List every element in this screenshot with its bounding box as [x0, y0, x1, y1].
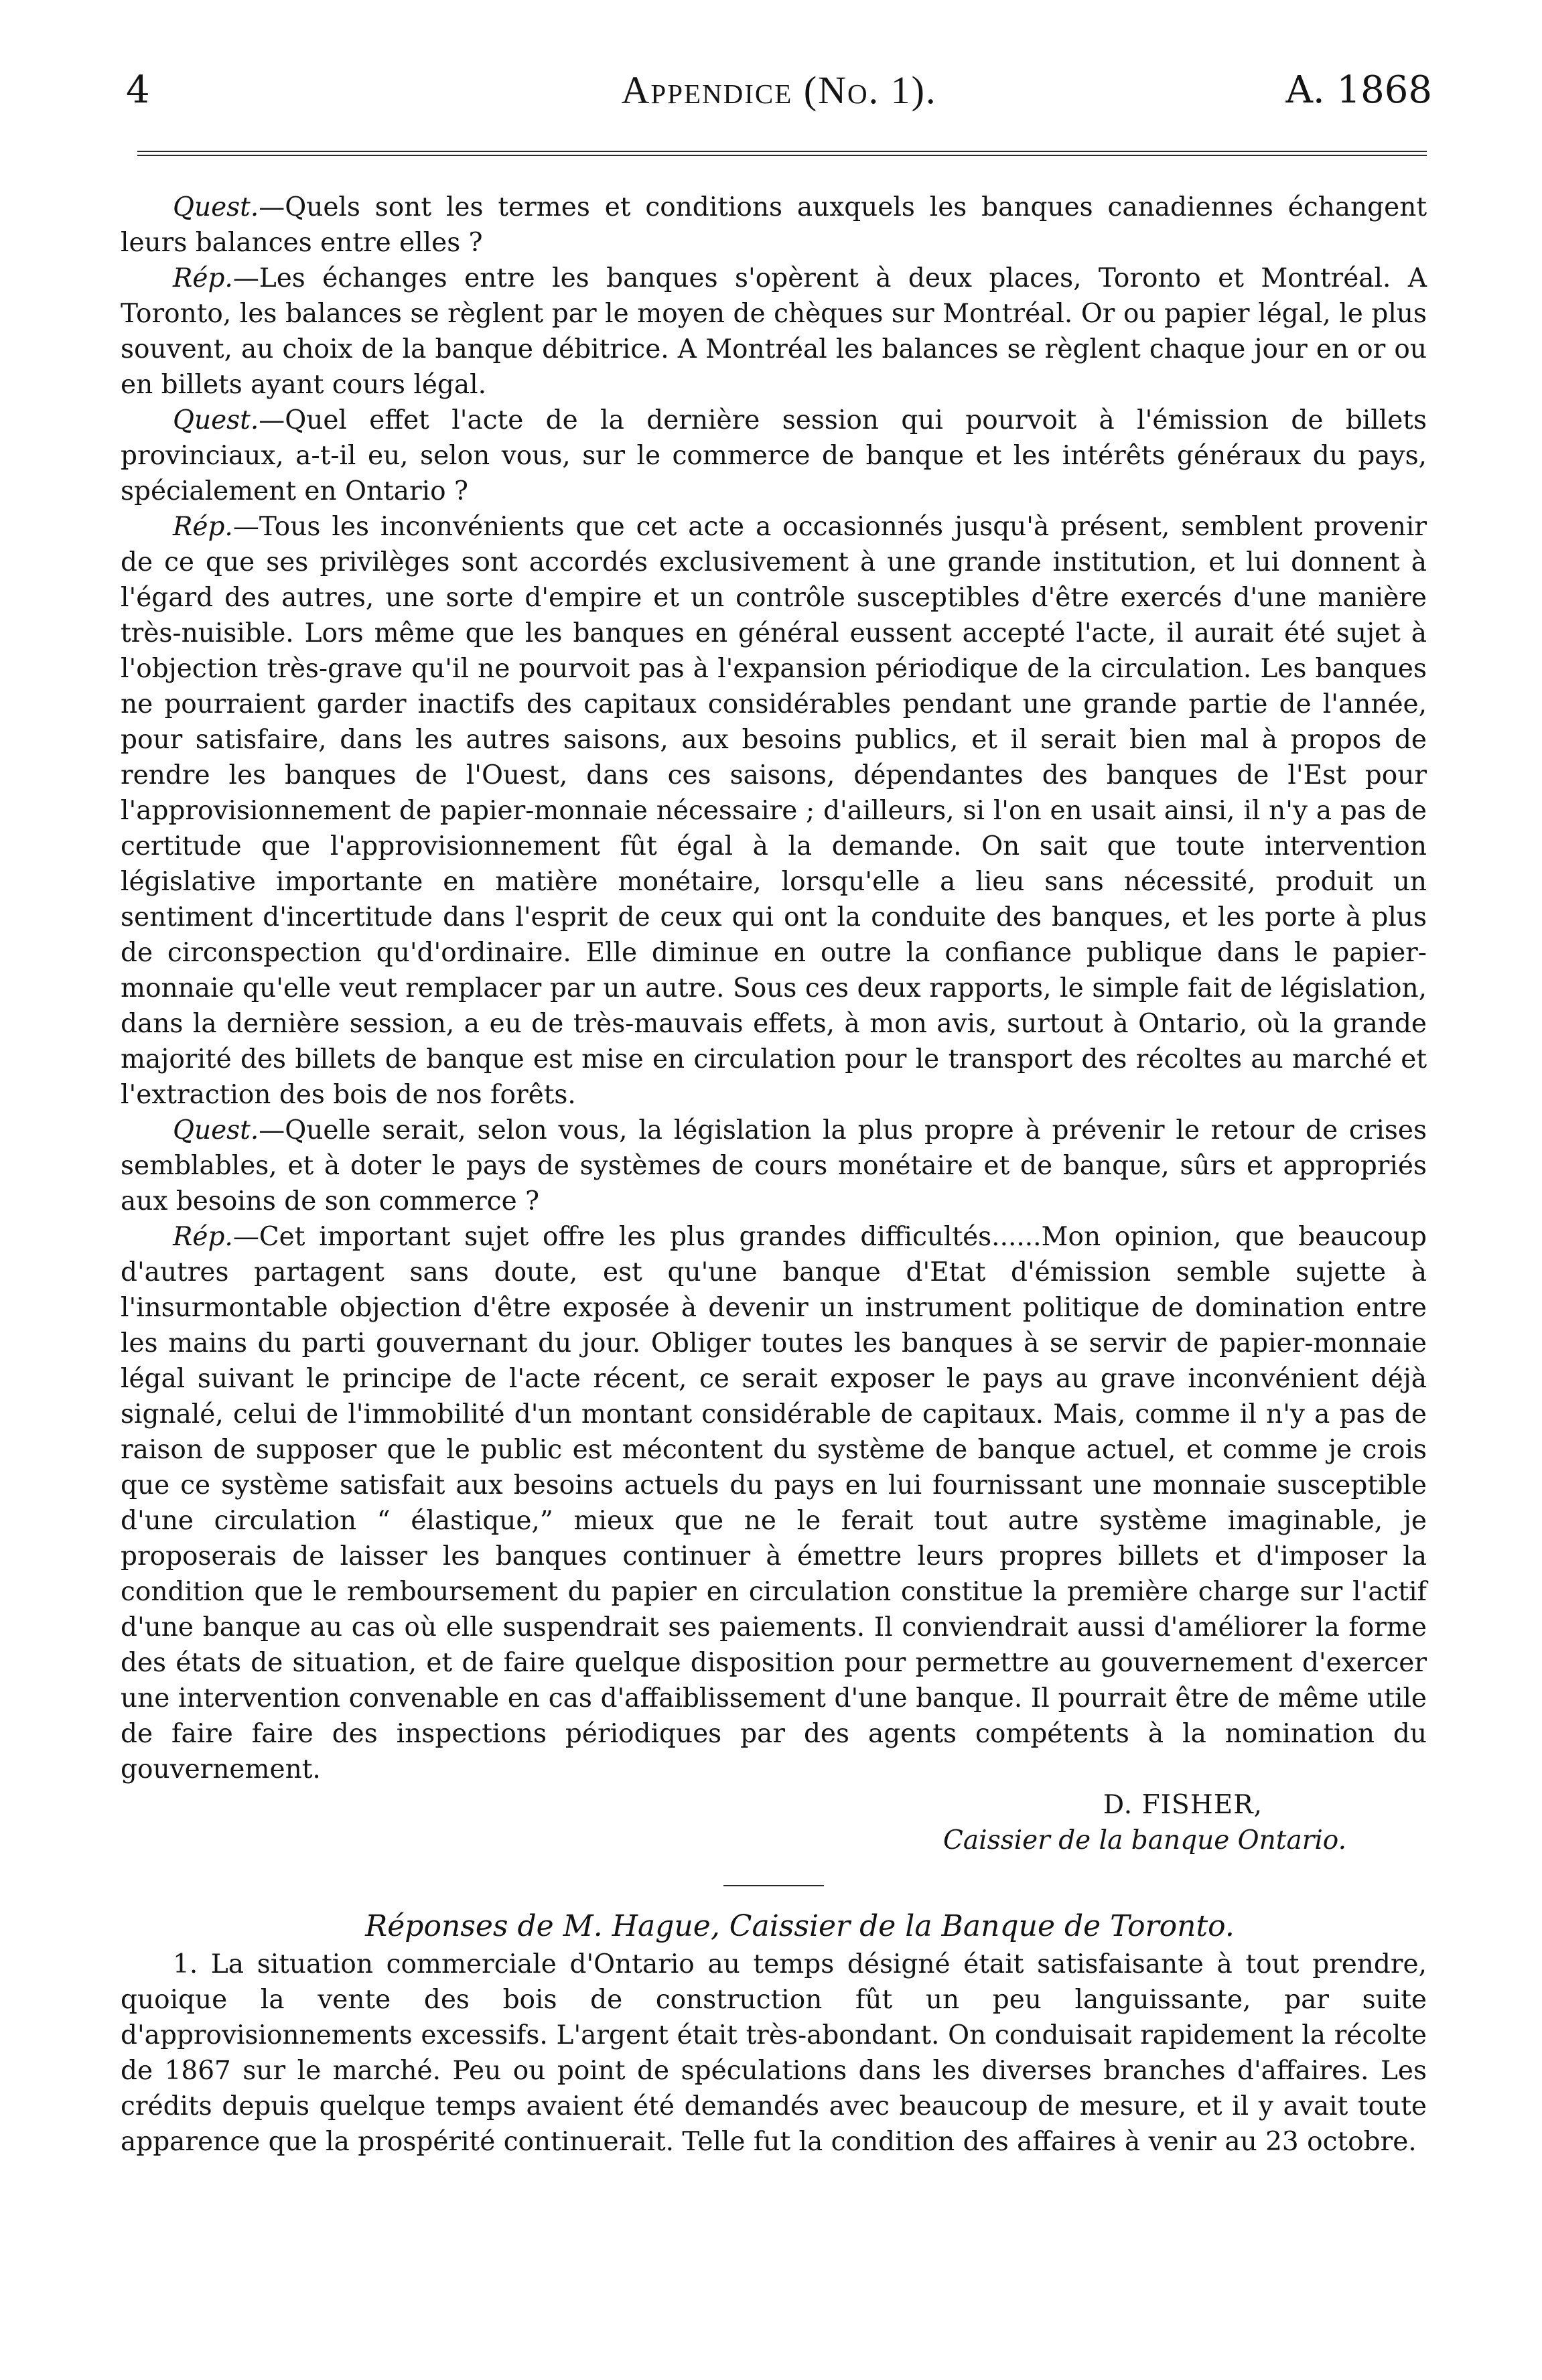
paragraph-answer-2: [121, 509, 1427, 1113]
section-heading: Réponses de M. Hague, Caissier de la Banque de Toronto.: [365, 1909, 1235, 1943]
paragraph-text: —Tous les inconvénients que cet acte a occasionnés jusqu'à présent, semblent provenir de ce que ses privilèges sont accordés exclusivement à une grande institution, et lui donnent à l'égard des autres, une sorte d'empire et un contrôle susceptibles d'être exercés d'une manière très-nuisible. Lors même que les banques en général eussent accepté l'acte, il aurait été sujet à l'objection très-grave qu'il ne pourvoit pas à l'expansion périodique de la circulation. Les banques ne pourraient garder inactifs des capitaux considérables pendant une grande partie de l'année, pour satisfaire, dans les autres saisons, aux besoins publics, et il serait bien mal à propos de rendre les banques de l'Ouest, dans ces saisons, dépendantes des banques de l'Est pour l'approvisionnement de papier-monnaie nécessaire ; d'ailleurs, si l'on en usait ainsi, il n'y a pas de certitude que l'approvisionnement fût égal à la demande. On sait que toute intervention législative importante en matière monétaire, lorsqu'elle a lieu sans nécessité, produit un sentiment d'incertitude dans l'esprit de ceux qui ont la conduite des banques, et les porte à plus de circonspection qu'd'ordinaire. Elle diminue en outre la confiance publique dans le papier-monnaie qu'elle veut remplacer par un autre. Sous ces deux rapports, le simple fait de législation, dans la dernière session, a eu de très-mauvais effets, à mon avis, surtout à Ontario, où la grande majorité des billets de banque est mise en circulation pour le transport des récoltes au marché et l'extraction des bois de nos forêts.: [121, 512, 1427, 1110]
page-number: 4: [126, 68, 150, 112]
paragraph-text: —Quelle serait, selon vous, la législation la plus propre à prévenir le retour de crises semblables, et à doter le pays de systèmes de cours monétaire et de banque, sûrs et appropriés aux besoins de son commerce ?: [121, 1115, 1427, 1216]
body-text: [121, 190, 1427, 2160]
paragraph-question-2: [121, 403, 1427, 509]
paragraph-question-1: [121, 190, 1427, 261]
paragraph-text: —Cet important sujet offre les plus grandes difficultés......Mon opinion, que beaucoup d'autres partagent sans doute, est qu'une banque d'Etat d'émission semble sujette à l'insurmontable objection d'être exposée à devenir un instrument politique de domination entre les mains du parti gouvernant du jour. Obliger toutes les banques à se servir de papier-monnaie légal suivant le principe de l'acte récent, ce serait exposer le pays au grave inconvénient déjà signalé, celui de l'immobilité d'un montant considérable de capitaux. Mais, comme il n'y a pas de raison de supposer que le public est mécontent du système de banque actuel, et comme je crois que ce système satisfait aux besoins actuels du pays en lui fournissant une monnaie susceptible d'une circulation “ élastique,” mieux que ne le ferait tout autre système imaginable, je proposerais de laisser les banques continuer à émettre leurs propres billets et d'imposer la condition que le remboursement du papier en circulation constitue la première charge sur l'actif d'une banque au cas où elle suspendrait ses paiements. Il conviendrait aussi d'améliorer la forme des états de situation, et de faire quelque disposition pour permettre au gouvernement d'exercer une intervention convenable en cas d'affaiblissement d'une banque. Il pourrait être de même utile de faire faire des inspections périodiques par des agents compétents à la nomination du gouvernement.: [121, 1222, 1427, 1784]
header-double-rule: [137, 151, 1427, 156]
answer-label: Rép.: [173, 1222, 233, 1252]
numbered-answer-1: 1. La situation commerciale d'Ontario au temps désigné était satisfaisante à tout prendre, quoique la vente des bois de construction fût un peu languissante, par suite d'approvisionnements excessifs. L'argent était très-abondant. On conduisait rapidement la récolte de 1867 sur le marché. Peu ou point de spéculations dans les diverses branches d'affaires. Les crédits depuis quelque temps avaient été demandés avec beaucoup de mesure, et il y avait toute apparence que la prospérité continuerait. Telle fut la condition des affaires à venir au 23 octobre.: [121, 1949, 1427, 2157]
paragraph-answer-3: [121, 1219, 1427, 1787]
question-label: Quest.: [173, 1115, 259, 1145]
paragraph-text: —Quels sont les termes et conditions auxquels les banques canadiennes échangent leurs balances entre elles ?: [121, 192, 1427, 258]
signature-name: D. FISHER,: [1103, 1790, 1263, 1820]
paragraph-question-3: [121, 1113, 1427, 1219]
signature-title: Caissier de la banque Ontario.: [943, 1825, 1346, 1856]
paragraph-text: —Les échanges entre les banques s'opèrent à deux places, Toronto et Montréal. A Toronto, les balances se règlent par le moyen de chèques sur Montréal. Or ou papier légal, le plus souvent, au choix de la banque débitrice. A Montréal les balances se règlent chaque jour en or ou en billets ayant cours légal.: [121, 263, 1427, 400]
answer-label: Rép.: [173, 263, 233, 293]
paragraph-text: —Quel effet l'acte de la dernière session qui pourvoit à l'émission de billets provinciaux, a-t-il eu, selon vous, sur le commerce de banque et les intérêts généraux du pays, spécialement en Ontario ?: [121, 405, 1427, 506]
running-title: Appendice (No. 1).: [621, 68, 937, 112]
paragraph-answer-1: [121, 261, 1427, 403]
question-label: Quest.: [173, 192, 259, 222]
page-header: [126, 64, 1432, 117]
section-divider: [723, 1885, 824, 1886]
document-year: A. 1868: [1285, 68, 1432, 112]
question-label: Quest.: [173, 405, 259, 435]
answer-label: Rép.: [173, 512, 233, 542]
